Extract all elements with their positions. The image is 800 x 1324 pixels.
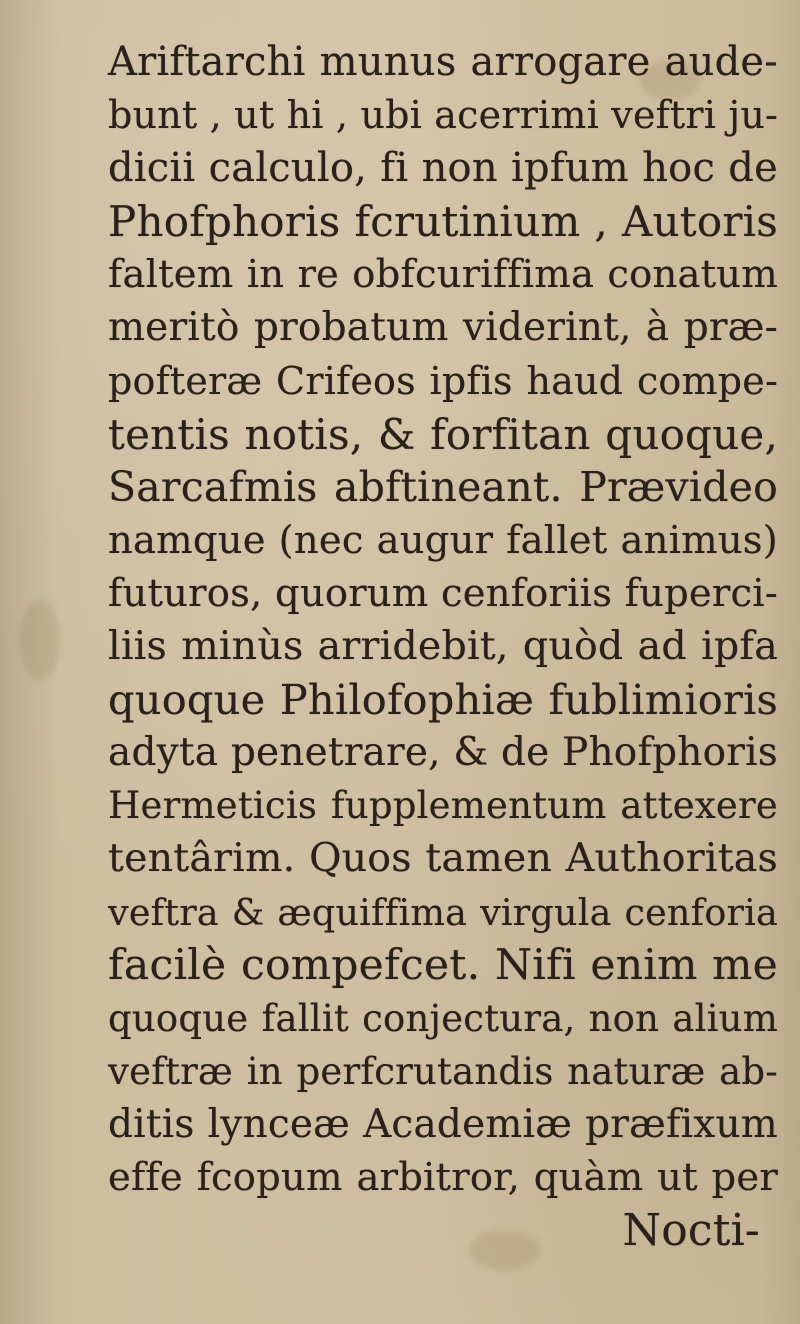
text-line-11: futuros, quorum cenforiis fuperci- — [108, 570, 778, 616]
text-line-18: facilè compefcet. Nifi enim me — [108, 940, 778, 990]
body-text — [108, 36, 778, 1257]
text-line-13: quoque Philofophiæ fublimioris — [108, 675, 778, 725]
text-line-12: liis minùs arridebit, quòd ad ipfa — [108, 623, 778, 670]
text-line-22: effe fcopum arbitror, quàm ut per — [108, 1154, 778, 1200]
text-line-16: tentârim. Quos tamen Authoritas — [108, 835, 778, 882]
text-line-7: pofteræ Crifeos ipfis haud compe- — [108, 358, 778, 403]
text-line-19: quoque fallit conjectura, non alium — [108, 996, 778, 1040]
text-line-2: bunt , ut hi , ubi acerrimi veftri ju- — [108, 93, 779, 138]
text-line-10: namque (nec augur fallet animus) — [108, 517, 778, 563]
text-line-9: Sarcafmis abftineant. Prævideo — [108, 462, 778, 511]
text-line-15: Hermeticis fupplementum attexere — [108, 784, 778, 828]
text-line-14: adyta penetrare, & de Phofphoris — [108, 730, 778, 776]
text-line-3: dicii calculo, fi non ipfum hoc de — [108, 145, 778, 192]
text-line-21: ditis lynceæ Academiæ præfixum — [108, 1101, 778, 1147]
text-line-4: Phofphoris fcrutinium , Autoris — [108, 197, 778, 247]
text-line-5: faltem in re obfcuriffima conatum — [108, 252, 778, 298]
text-line-20: veftræ in perfcrutandis naturæ ab- — [108, 1049, 778, 1093]
text-line-6: meritò probatum viderint, à præ- — [108, 305, 778, 351]
paper-stain — [20, 600, 60, 680]
text-line-8: tentis notis, & forfitan quoque, — [108, 409, 778, 459]
catchword: Nocti- — [622, 1205, 760, 1257]
text-line-1: Ariftarchi munus arrogare aude- — [108, 39, 778, 85]
text-line-17: veftra & æquiffima virgula cenforia — [108, 890, 778, 934]
